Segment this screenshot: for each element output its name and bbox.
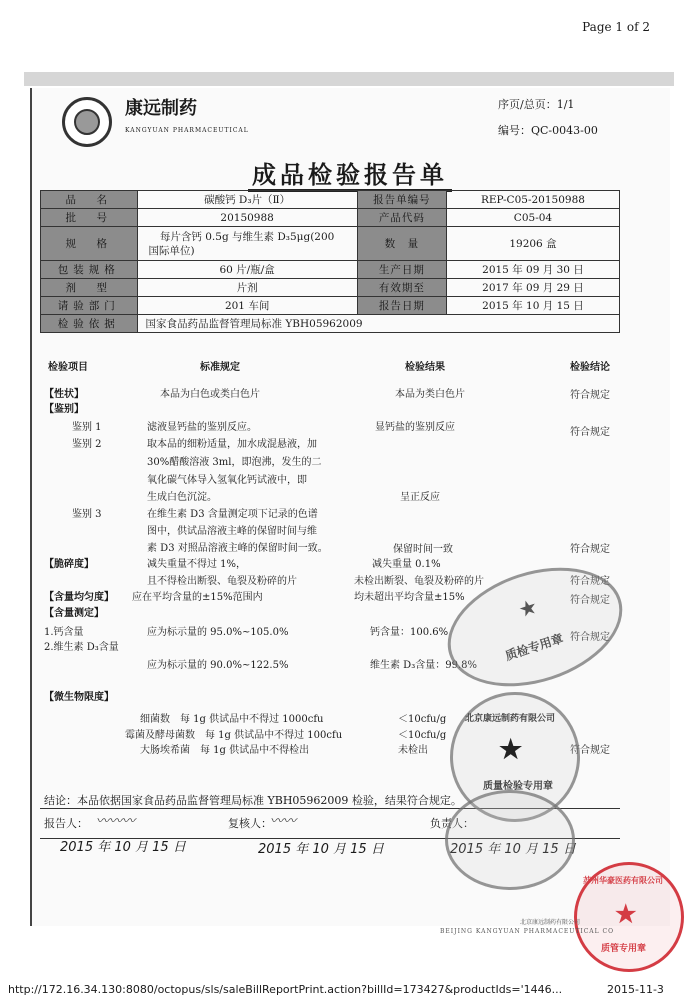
- mold-standard: 霉菌及酵母菌数 每 1g 供试品中不得过 100cfu: [125, 730, 343, 741]
- id1-result: 显钙盐的鉴别反应: [375, 422, 455, 433]
- pack-label: 包装规格: [41, 261, 138, 279]
- batch-label: 批 号: [41, 209, 138, 227]
- bacteria-result: ＜10cfu/g: [398, 714, 447, 725]
- id3-standard-2: 图中，供试品溶液主峰的保留时间与维: [147, 526, 317, 537]
- props-standard: 本品为白色或类白色片: [160, 389, 260, 400]
- basis-label: 检验依据: [41, 315, 138, 333]
- micro-heading: 【微生物限度】: [44, 692, 114, 703]
- reviewer-date: 2015 年 10 月 15 日: [258, 842, 384, 857]
- uniformity-conclusion: 符合规定: [570, 595, 610, 606]
- ident-heading: 【鉴别】: [44, 404, 84, 415]
- footer-company-cn: 北京康远制药有限公司: [520, 919, 581, 926]
- ecoli-result: 未检出: [398, 745, 428, 756]
- friability-conclusion: 符合规定: [570, 576, 610, 587]
- approval-stamp: [445, 790, 575, 890]
- id3-label: 鉴别 3: [72, 509, 102, 520]
- report-no-label: 报告单编号: [357, 191, 446, 209]
- id3-standard-3: 素 D3 对照品溶液主峰的保留时间一致。: [147, 543, 328, 554]
- col-result: 检验结果: [405, 362, 445, 373]
- id1-conclusion: 符合规定: [570, 427, 610, 438]
- bacteria-standard: 细菌数 每 1g 供试品中不得过 1000cfu: [140, 714, 324, 725]
- uniformity-standard: 应在平均含量的±15%范围内: [132, 592, 263, 603]
- reporter-date: 2015 年 10 月 15 日: [60, 840, 186, 855]
- spec-value: 每片含钙 0.5g 与维生素 D₃5μg(200 国际单位): [137, 227, 357, 261]
- report-date-label: 报告日期: [357, 297, 446, 315]
- spec-label: 规 格: [41, 227, 138, 261]
- friability-result-2: 未检出断裂、龟裂及粉碎的片: [354, 576, 484, 587]
- document-code: 编号：QC-0043-00: [498, 124, 598, 137]
- report-no-value: REP-C05-20150988: [446, 191, 619, 209]
- red-company-stamp: 苏州华豪医药有限公司 ★ 质管专用章: [574, 862, 684, 972]
- id1-label: 鉴别 1: [72, 422, 102, 433]
- form-value: 片剂: [137, 279, 357, 297]
- approver-label: 负责人：: [430, 817, 474, 830]
- id2-standard-3: 氧化碳气体导入氢氧化钙试液中，即: [147, 475, 307, 486]
- reviewer-signature: 〰〰: [270, 814, 297, 829]
- conclusion-text: 结论：本品依据国家食品药品监督管理局标准 YBH05962009 检验，结果符合规定。: [44, 794, 462, 807]
- page-number: Page 1 of 2: [582, 20, 650, 34]
- friability-standard-2: 且不得检出断裂、龟裂及粉碎的片: [147, 576, 297, 587]
- basis-value: 国家食品药品监督管理局标准 YBH05962009: [137, 315, 620, 333]
- vd-result: 维生素 D₃含量：99.8%: [370, 660, 477, 671]
- expiry-label: 有效期至: [357, 279, 446, 297]
- batch-value: 20150988: [137, 209, 357, 227]
- scan-band: [24, 72, 674, 86]
- ca-result: 钙含量：100.6%: [370, 627, 449, 638]
- id2-standard-2: 30%醋酸溶液 3ml，即泡沸，发生的二: [147, 457, 322, 468]
- dept-value: 201 车间: [137, 297, 357, 315]
- dept-label: 请验部门: [41, 297, 138, 315]
- qty-value: 19206 盒: [446, 227, 619, 261]
- uniformity-result: 均未超出平均含量±15%: [354, 592, 465, 603]
- company-stamp: 北京康远制药有限公司 ★ 质量检验专用章: [450, 692, 580, 822]
- friability-result-1: 减失重量 0.1%: [372, 559, 441, 570]
- expiry-value: 2017 年 09 月 29 日: [446, 279, 619, 297]
- product-label: 品 名: [41, 191, 138, 209]
- reviewer-label: 复核人：: [228, 817, 272, 830]
- id3-conclusion: 符合规定: [570, 544, 610, 555]
- product-value: 碳酸钙 D₃片（Ⅱ）: [137, 191, 357, 209]
- ecoli-standard: 大肠埃希菌 每 1g 供试品中不得检出: [140, 745, 310, 756]
- col-conclusion: 检验结论: [570, 362, 610, 373]
- id2-standard-4: 生成白色沉淀。: [147, 492, 217, 503]
- product-code-label: 产品代码: [357, 209, 446, 227]
- header-table: [40, 190, 620, 333]
- reporter-signature: 〰〰〰: [96, 814, 136, 829]
- mold-result: ＜10cfu/g: [398, 730, 447, 741]
- qty-label: 数 量: [357, 227, 446, 261]
- company-name: 康远制药: [125, 98, 197, 119]
- col-item: 检验项目: [48, 362, 88, 373]
- approver-date: 2015 年 10 月 15 日: [450, 842, 576, 857]
- props-result: 本品为类白色片: [395, 389, 465, 400]
- qc-stamp: 质检专用章 ★: [432, 547, 637, 707]
- id2-standard-1: 取本品的细粉适量，加水成混悬液，加: [147, 439, 317, 450]
- prod-date-value: 2015 年 09 月 30 日: [446, 261, 619, 279]
- ca-conclusion: 符合规定: [570, 632, 610, 643]
- page-title: 成品检验报告单: [0, 155, 700, 190]
- company-logo-icon: [62, 97, 112, 147]
- id2-result: 呈正反应: [400, 492, 440, 503]
- vd-standard: 应为标示量的 90.0%~122.5%: [147, 660, 289, 671]
- props-conclusion: 符合规定: [570, 390, 610, 401]
- micro-conclusion: 符合规定: [570, 745, 610, 756]
- col-standard: 标准规定: [200, 362, 240, 373]
- print-url: http://172.16.34.130:8080/octopus/sls/saleBillReportPrint.action?billId=173427&productIds='1446...: [8, 983, 563, 996]
- pack-value: 60 片/瓶/盒: [137, 261, 357, 279]
- assay-heading: 【含量测定】: [44, 608, 104, 619]
- footer-company-en: BEIJING KANGYUAN PHARMACEUTICAL CO: [440, 928, 615, 935]
- friability-heading: 【脆碎度】: [44, 559, 94, 570]
- report-date-value: 2015 年 10 月 15 日: [446, 297, 619, 315]
- reporter-label: 报告人：: [44, 817, 88, 830]
- product-code-value: C05-04: [446, 209, 619, 227]
- form-label: 剂 型: [41, 279, 138, 297]
- uniformity-heading: 【含量均匀度】: [44, 592, 114, 603]
- print-date: 2015-11-3: [607, 983, 664, 996]
- friability-standard-1: 减失重量不得过 1%，: [147, 559, 247, 570]
- props-heading: 【性状】: [44, 389, 84, 400]
- ca-label: 1.钙含量: [44, 627, 84, 638]
- company-name-en: KANGYUAN PHARMACEUTICAL: [125, 127, 249, 134]
- id2-label: 鉴别 2: [72, 439, 102, 450]
- ca-standard: 应为标示量的 95.0%~105.0%: [147, 627, 289, 638]
- page-sequence: 序页/总页：1/1: [498, 98, 575, 111]
- prod-date-label: 生产日期: [357, 261, 446, 279]
- id1-standard: 滤液显钙盐的鉴别反应。: [147, 422, 257, 433]
- id3-standard-1: 在维生素 D3 含量测定项下记录的色谱: [147, 509, 318, 520]
- id3-result: 保留时间一致: [393, 544, 453, 555]
- vd-label: 2.维生素 D₃含量: [44, 642, 119, 653]
